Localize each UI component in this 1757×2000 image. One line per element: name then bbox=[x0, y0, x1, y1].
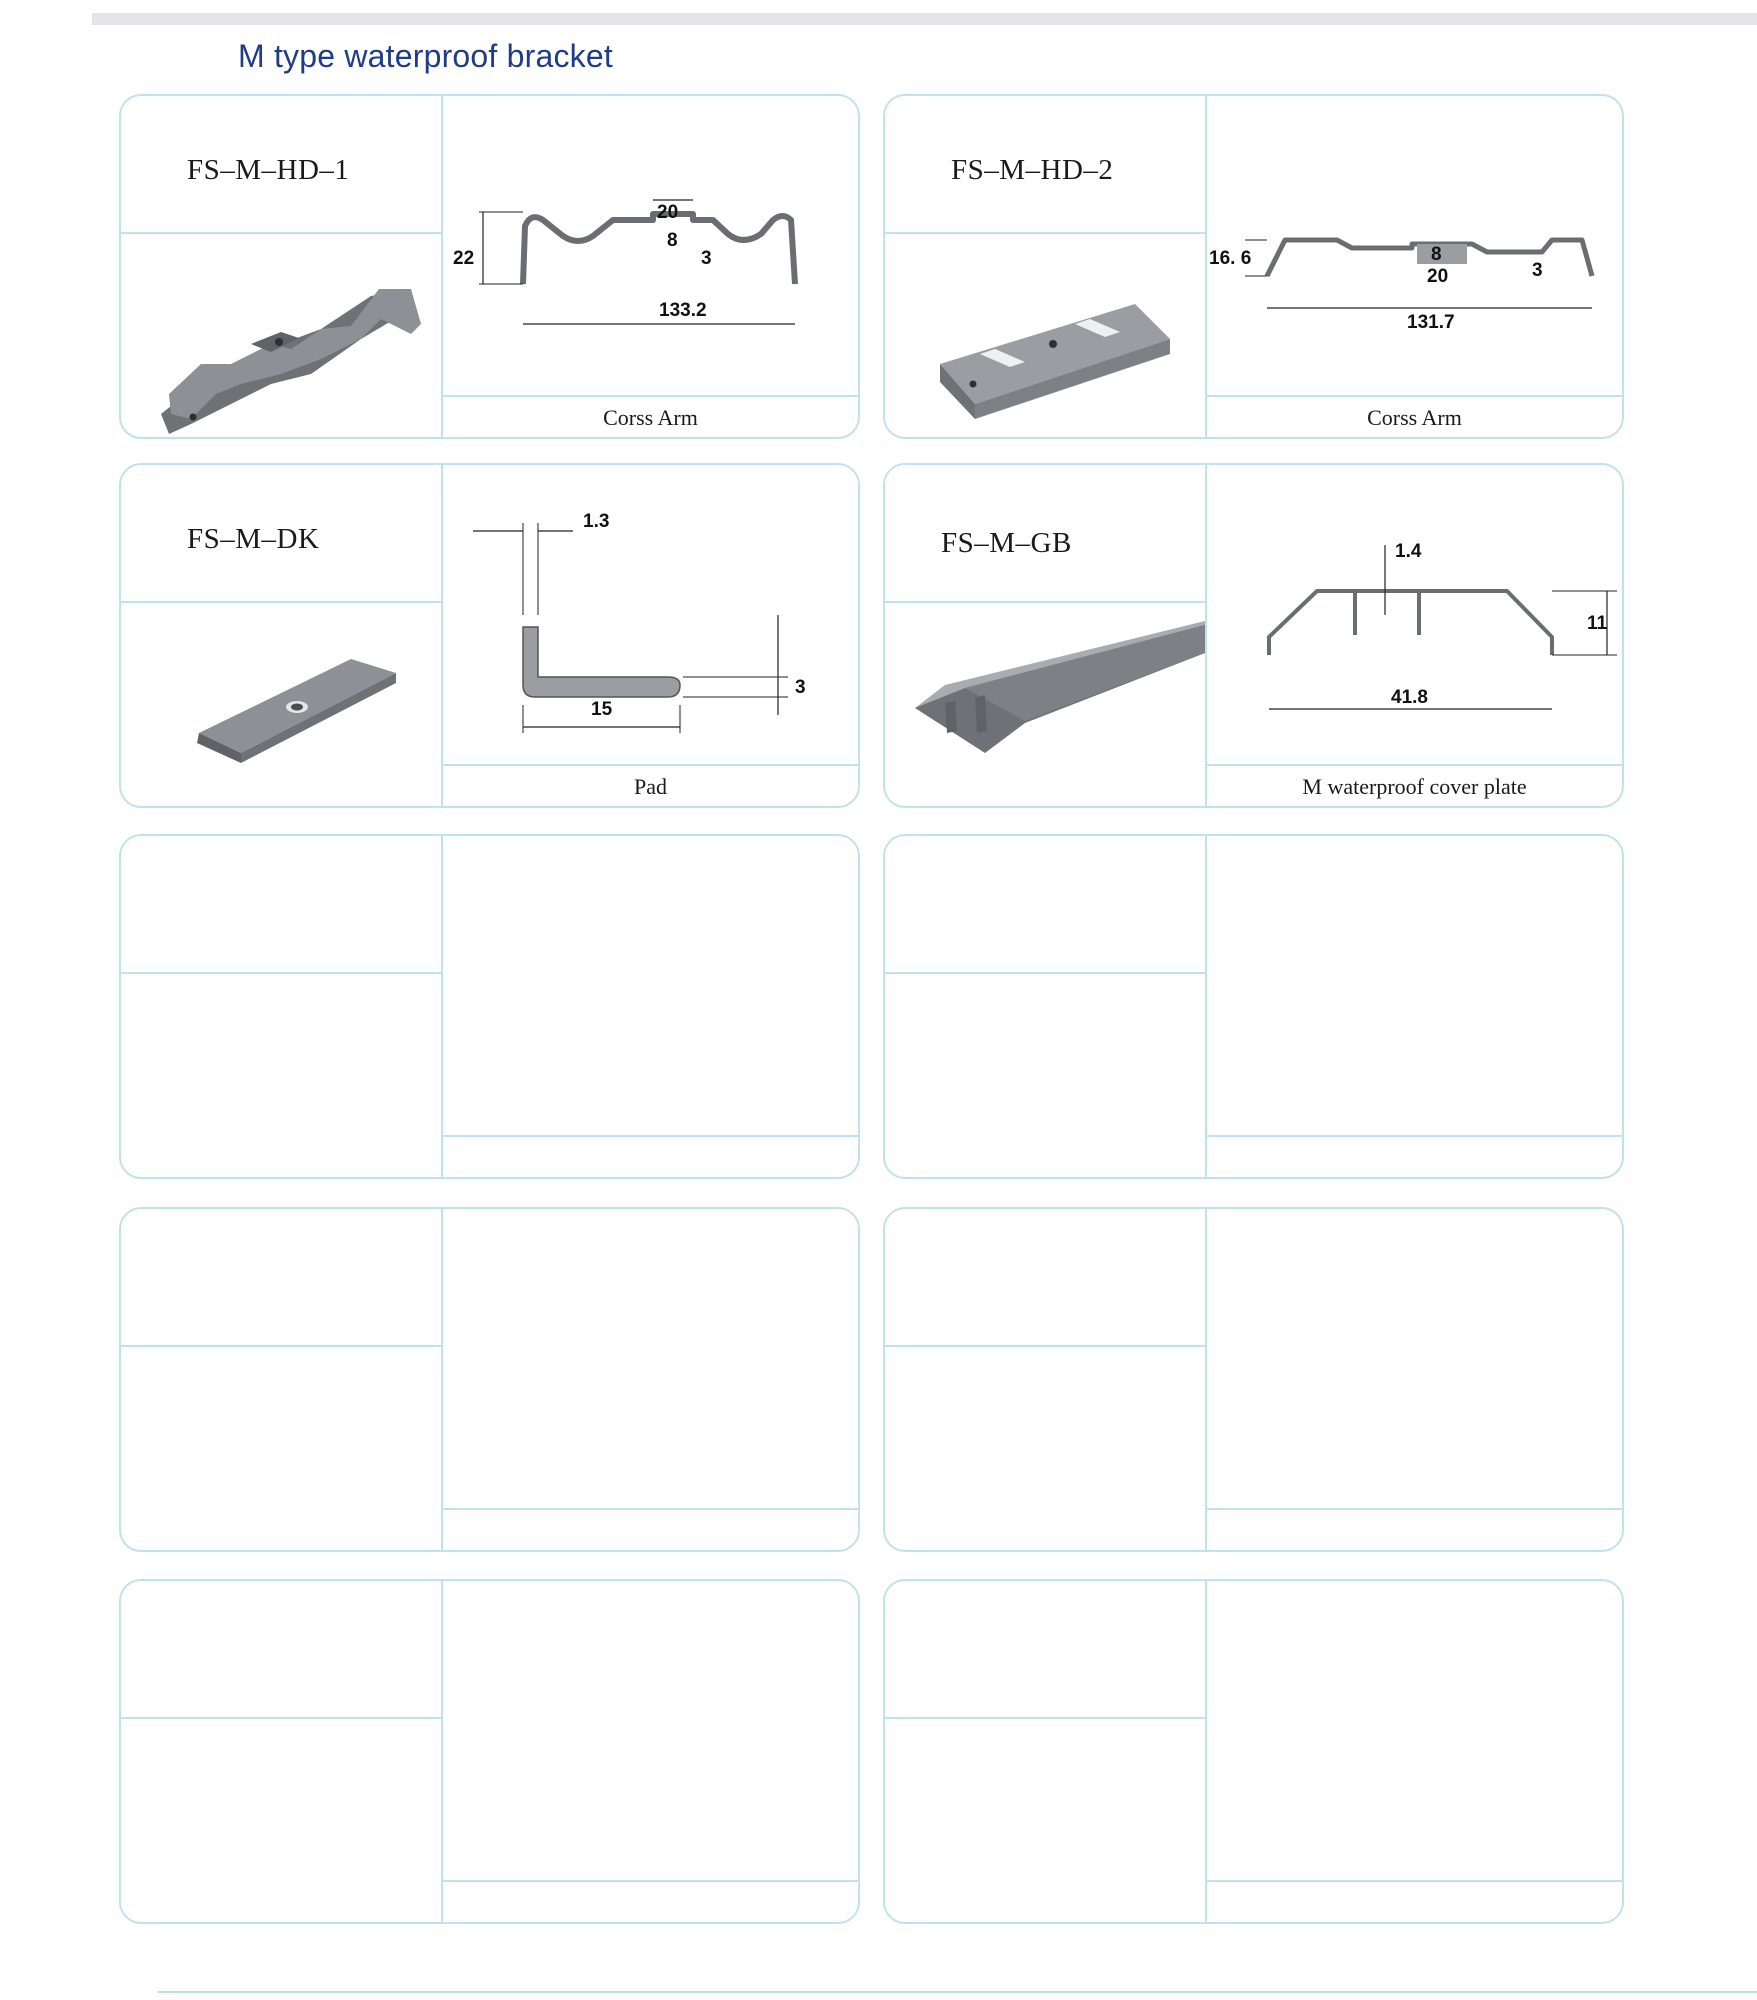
dim-width: 41.8 bbox=[1391, 687, 1428, 708]
card-divider bbox=[441, 836, 443, 1177]
top-divider-bar bbox=[92, 13, 1757, 25]
card-divider bbox=[443, 1508, 858, 1510]
empty-product-card bbox=[883, 834, 1624, 1179]
product-code: FS–M–DK bbox=[187, 523, 320, 555]
m-bracket-3d-icon bbox=[121, 234, 441, 439]
bottom-divider bbox=[158, 1991, 1757, 1993]
card-divider bbox=[1205, 836, 1207, 1177]
product-card-hd1 bbox=[119, 94, 860, 439]
card-divider bbox=[443, 1880, 858, 1882]
card-divider bbox=[885, 1717, 1205, 1719]
product-caption: Pad bbox=[634, 774, 667, 799]
dim-height: 11 bbox=[1587, 613, 1608, 634]
dim-top: 20 bbox=[657, 202, 679, 223]
pad-plate-3d-icon bbox=[121, 603, 441, 808]
pad-profile-drawing bbox=[443, 465, 860, 764]
dim-thickness: 1.4 bbox=[1395, 541, 1422, 562]
card-divider bbox=[441, 1581, 443, 1922]
card-divider bbox=[885, 1345, 1205, 1347]
product-code: FS–M–HD–2 bbox=[951, 154, 1114, 186]
empty-product-card bbox=[883, 1207, 1624, 1552]
dim-height: 3 bbox=[795, 677, 806, 698]
product-caption: Corss Arm bbox=[1367, 405, 1462, 430]
card-divider bbox=[121, 972, 441, 974]
empty-product-card bbox=[119, 1579, 860, 1924]
flat-bracket-3d-icon bbox=[885, 234, 1205, 439]
card-divider bbox=[443, 1135, 858, 1137]
dim-thickness: 3 bbox=[1532, 260, 1543, 281]
dim-thickness: 1.3 bbox=[583, 511, 610, 532]
dim-length: 15 bbox=[591, 699, 613, 720]
dim-width: 131.7 bbox=[1407, 312, 1455, 333]
card-divider bbox=[1207, 1508, 1622, 1510]
empty-product-card bbox=[119, 834, 860, 1179]
empty-product-card bbox=[119, 1207, 860, 1552]
dim-inner: 8 bbox=[667, 230, 678, 251]
card-divider bbox=[441, 1209, 443, 1550]
product-card-hd2 bbox=[883, 94, 1624, 439]
page-title: M type waterproof bracket bbox=[238, 38, 613, 74]
card-divider bbox=[1207, 1880, 1622, 1882]
product-code: FS–M–HD–1 bbox=[187, 154, 350, 186]
dim-width: 133.2 bbox=[659, 300, 707, 321]
card-divider bbox=[1207, 1135, 1622, 1137]
empty-product-card bbox=[883, 1579, 1624, 1924]
product-card-gb bbox=[883, 463, 1624, 808]
cover-plate-profile-drawing bbox=[1207, 465, 1624, 764]
cover-plate-3d-icon bbox=[885, 603, 1205, 808]
product-card-dk bbox=[119, 463, 860, 808]
flat-bracket-profile-drawing bbox=[1207, 96, 1624, 395]
dim-height: 22 bbox=[453, 248, 475, 269]
dim-height: 16. 6 bbox=[1209, 248, 1252, 269]
dim-thickness: 3 bbox=[701, 248, 712, 269]
product-caption: Corss Arm bbox=[603, 405, 698, 430]
card-divider bbox=[1205, 1581, 1207, 1922]
dim-inner: 20 bbox=[1427, 266, 1449, 287]
card-divider bbox=[1205, 1209, 1207, 1550]
card-divider bbox=[121, 1345, 441, 1347]
product-code: FS–M–GB bbox=[941, 527, 1072, 559]
card-divider bbox=[885, 972, 1205, 974]
dim-top: 8 bbox=[1431, 244, 1442, 265]
product-caption: M waterproof cover plate bbox=[1302, 774, 1527, 799]
m-bracket-profile-drawing bbox=[443, 96, 860, 395]
card-divider bbox=[121, 1717, 441, 1719]
